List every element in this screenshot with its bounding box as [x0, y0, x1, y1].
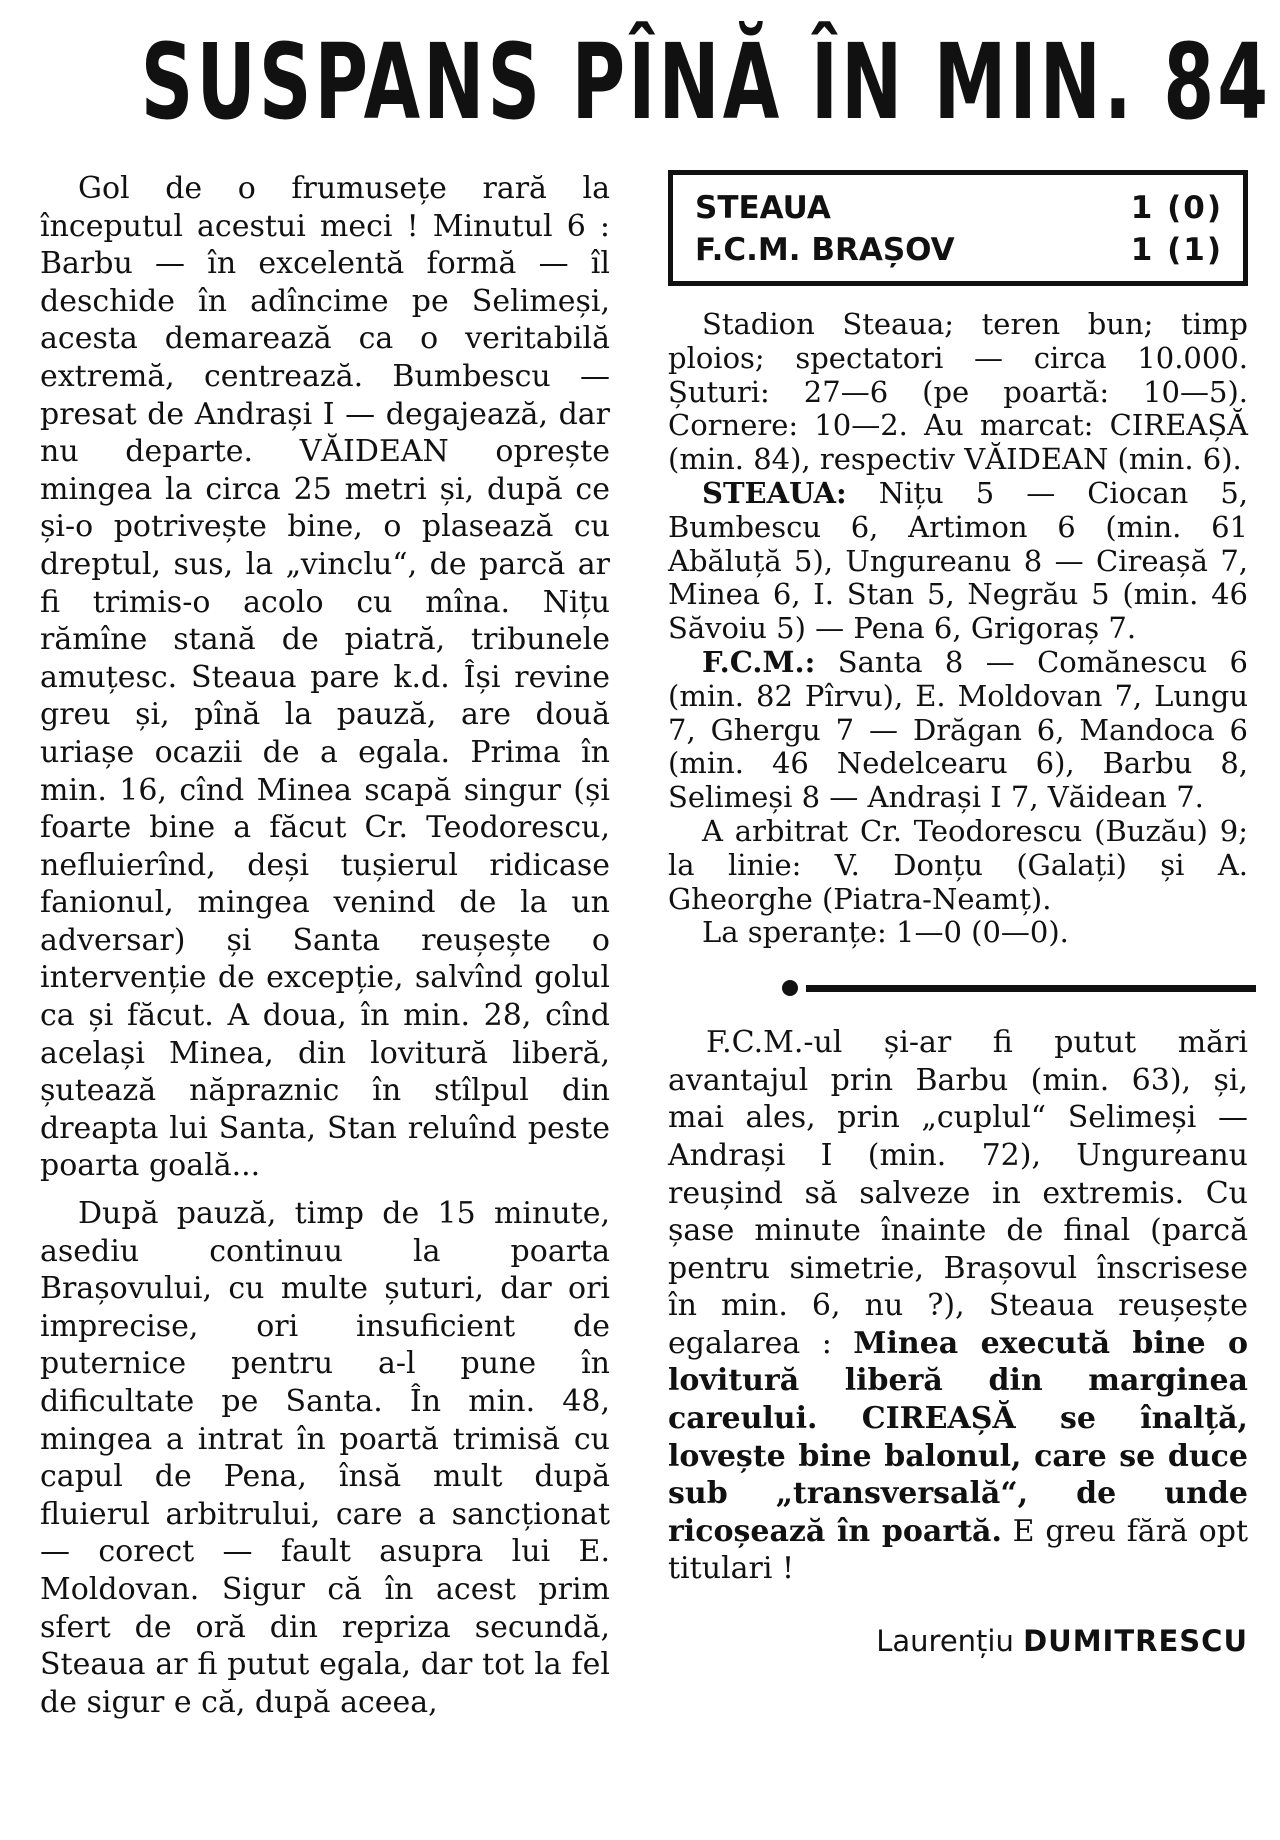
- continuation-text: F.C.M.-ul și-ar fi putut mări avantajul prin Barbu (min. 63), și, mai ales, prin „cuplul“ Selimeși — Andrași I (min. 72), Ungureanu reușind să salveze in extremis. Cu șase minute înainte de final (parcă pentru simetrie, Brașovul înscrisese în min. 6, nu ?), Steaua reușește egalarea :: [668, 1025, 1248, 1361]
- score-box: [668, 170, 1248, 286]
- bullet-dot-icon: [782, 980, 798, 996]
- fcm-lineup: [668, 646, 1248, 815]
- steaua-label: STEAUA:: [702, 475, 847, 510]
- headline: SUSPANS PÎNĂ ÎN MIN. 84: [140, 21, 1272, 143]
- away-score: 1 (1): [1130, 232, 1223, 268]
- left-column: [40, 170, 610, 1731]
- score-row-away: [695, 229, 1223, 271]
- right-column: [668, 170, 1248, 1658]
- divider-rule: [806, 985, 1256, 992]
- away-team: F.C.M. BRAȘOV: [695, 232, 955, 268]
- continuation-end: E greu fără opt titulari !: [668, 1513, 1248, 1587]
- article-paragraph-2: După pauză, timp de 15 minute, asediu continuu la poarta Brașovului, cu multe șuturi, dar ori imprecise, ori insuficient de puternice pentru a-l pune în dificultate pe Santa. În min. 48, mingea a intrat în poartă trimisă cu capul de Pena, însă mult după fluierul arbitrului, care a sancționat — corect — fault asupra lui E. Moldovan. Sigur că în acest prim sfert de oră din repriza secundă, Steaua ar fi putut egala, dar tot la fel de sigur e că, după aceea,: [40, 1196, 610, 1720]
- byline: [668, 1624, 1248, 1658]
- article-paragraph-1: Gol de o frumusețe rară la începutul acestui meci ! Minutul 6 : Barbu — în excelentă formă — îl deschide în adîncime pe Selimeși, acesta demarează ca o veritabilă extremă, centrează. Bumbescu — presat de Andrași I — degajează, dar nu departe. VĂIDEAN oprește mingea la circa 25 metri și, după ce și-o potrivește bine, o plasează cu dreptul, sus, la „vinclu“, de parcă ar fi trimis-o acolo cu mîna. Nițu rămîne stană de piatră, tribunele amuțesc. Steaua pare k.d. Își revine greu și, pînă la pauză, are două uriașe ocazii de a egala. Prima în min. 16, cînd Minea scapă singur (și foarte bine a făcut Cr. Teodorescu, nefluierînd, deși tușierul ridicase fanionul, mingea venind de la un adversar) și Santa reușește o intervenție de excepție, salvînd golul ca și făcut. A doua, în min. 28, cînd același Minea, din lovitură liberă, șutează năpraznic în stîlpul din dreapta lui Santa, Stan reluînd peste poarta goală...: [40, 171, 610, 1184]
- hopes-result: La speranțe: 1—0 (0—0).: [702, 915, 1069, 950]
- article-continuation: [668, 1024, 1248, 1588]
- stadium-info: Stadion Steaua; teren bun; timp ploios; spectatori — circa 10.000. Șuturi: 27—6 (pe poartă: 10—5). Cornere: 10—2. Au marcat: CIREAȘĂ (min. 84), respectiv VĂIDEAN (min. 6).: [668, 307, 1248, 477]
- steaua-lineup-text: Nițu 5 — Ciocan 5, Bumbescu 6, Artimon 6 (min. 61 Abăluță 5), Ungureanu 8 — Cireașă 7, Minea 6, I. Stan 5, Negrău 5 (min. 46 Săvoiu 5) — Pena 6, Grigoraș 7.: [668, 475, 1249, 646]
- fcm-label: F.C.M.:: [702, 644, 816, 679]
- home-score: 1 (0): [1130, 190, 1223, 226]
- match-facts: [668, 308, 1248, 950]
- author-first-name: Laurențiu: [876, 1624, 1014, 1659]
- section-divider: [668, 976, 1248, 1002]
- referees: A arbitrat Cr. Teodorescu (Buzău) 9; la linie: V. Donțu (Galați) și A. Gheorghe (Piatra-Neamț).: [668, 813, 1248, 916]
- score-row-home: [695, 187, 1223, 229]
- steaua-lineup: [668, 477, 1248, 646]
- home-team: STEAUA: [695, 190, 831, 226]
- author-last-name: DUMITRESCU: [1023, 1624, 1248, 1659]
- fcm-lineup-text: Santa 8 — Comănescu 6 (min. 82 Pîrvu), E. Moldovan 7, Lungu 7, Ghergu 7 — Drăgan 6, Mandoca 6 (min. 46 Nedelcearu 6), Barbu 8, Selimeși 8 — Andrași I 7, Văidean 7.: [668, 644, 1249, 815]
- continuation-bold: Minea execută bine o lovitură liberă din marginea careului. CIREAȘĂ se înalță, lovește bine balonul, care se duce sub „transversală“, de unde ricoșează în poartă.: [668, 1325, 1248, 1549]
